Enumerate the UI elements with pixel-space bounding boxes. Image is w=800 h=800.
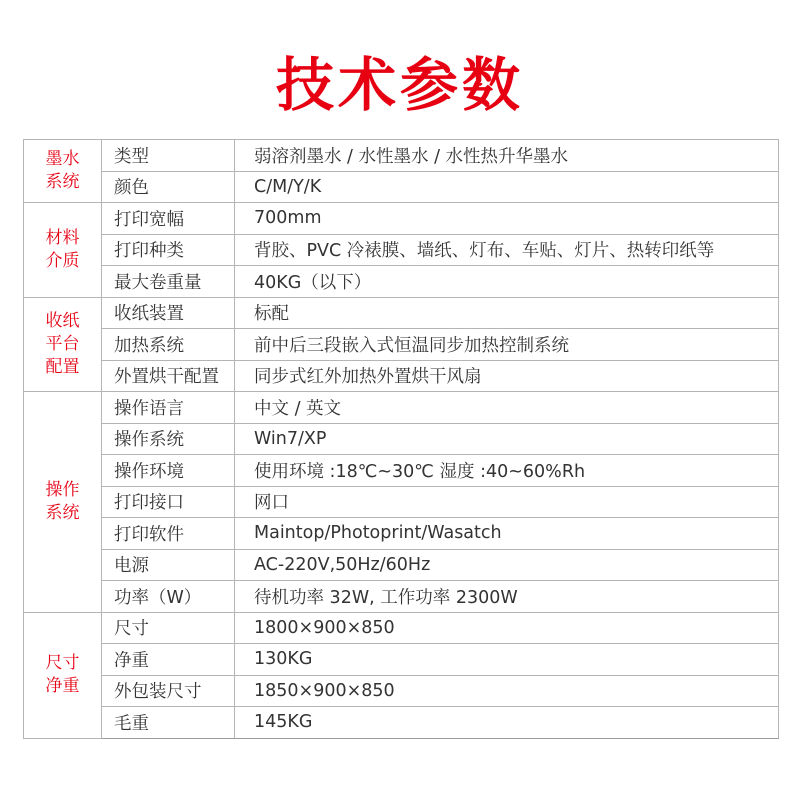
page-title: 技术参数 [275, 51, 524, 119]
table-row [24, 707, 779, 739]
category-label: 介质 [45, 250, 80, 271]
param-value: 待机功率 32W, 工作功率 2300W [235, 581, 779, 613]
table-row [24, 297, 779, 329]
param-value: 145KG [235, 707, 779, 739]
table-row [24, 140, 779, 172]
param-value: 中文 / 英文 [235, 392, 779, 424]
param-label: 毛重 [102, 707, 235, 739]
param-value: 使用环境 :18℃~30℃ 湿度 :40~60%Rh [235, 455, 779, 487]
category-cell [24, 612, 102, 738]
table-row [24, 612, 779, 644]
param-value: 40KG（以下） [235, 266, 779, 298]
table-row [24, 266, 779, 298]
param-label: 操作系统 [102, 423, 235, 455]
category-cell [24, 297, 102, 392]
param-value: Win7/XP [235, 423, 779, 455]
param-label: 颜色 [102, 171, 235, 203]
param-value: C/M/Y/K [235, 171, 779, 203]
category-label: 系统 [45, 502, 80, 523]
table-row [24, 549, 779, 581]
param-label: 净重 [102, 644, 235, 676]
category-label: 配置 [45, 356, 80, 377]
param-label: 尺寸 [102, 612, 235, 644]
table-row [24, 518, 779, 550]
param-label: 打印接口 [102, 486, 235, 518]
category-cell [24, 203, 102, 298]
param-label: 操作环境 [102, 455, 235, 487]
table-row [24, 329, 779, 361]
param-value: 前中后三段嵌入式恒温同步加热控制系统 [235, 329, 779, 361]
param-value: AC-220V,50Hz/60Hz [235, 549, 779, 581]
table-row [24, 644, 779, 676]
category-label: 净重 [45, 676, 80, 696]
param-label: 功率（W） [102, 581, 235, 613]
table-row [24, 360, 779, 392]
param-value: 网口 [235, 486, 779, 518]
param-value: 弱溶剂墨水 / 水性墨水 / 水性热升华墨水 [235, 140, 779, 172]
param-value: 1850×900×850 [235, 675, 779, 707]
table-row [24, 581, 779, 613]
param-label: 打印软件 [102, 518, 235, 550]
spec-table-body [24, 140, 779, 739]
param-label: 最大卷重量 [102, 266, 235, 298]
param-value: 背胶、PVC 冷裱膜、墙纸、灯布、车贴、灯片、热转印纸等 [235, 234, 779, 266]
category-cell [24, 392, 102, 613]
table-row [24, 423, 779, 455]
table-row [24, 171, 779, 203]
table-row [24, 675, 779, 707]
param-label: 类型 [102, 140, 235, 172]
table-row [24, 234, 779, 266]
category-label: 系统 [45, 172, 80, 192]
param-value: 标配 [235, 297, 779, 329]
category-cell [24, 140, 102, 203]
category-label: 墨水 [45, 149, 80, 169]
table-row [24, 486, 779, 518]
param-value: 1800×900×850 [235, 612, 779, 644]
spec-table [23, 139, 779, 739]
param-label: 收纸装置 [102, 297, 235, 329]
table-row [24, 455, 779, 487]
param-label: 外置烘干配置 [102, 360, 235, 392]
category-label: 平台 [45, 333, 80, 354]
param-label: 操作语言 [102, 392, 235, 424]
category-label: 收纸 [45, 310, 80, 331]
param-value: 130KG [235, 644, 779, 676]
param-label: 打印种类 [102, 234, 235, 266]
param-value: 同步式红外加热外置烘干风扇 [235, 360, 779, 392]
table-row [24, 392, 779, 424]
param-value: 700mm [235, 203, 779, 235]
param-label: 外包装尺寸 [102, 675, 235, 707]
table-row [24, 203, 779, 235]
param-label: 加热系统 [102, 329, 235, 361]
category-label: 材料 [45, 227, 80, 248]
param-value: Maintop/Photoprint/Wasatch [235, 518, 779, 550]
category-label: 操作 [45, 479, 80, 500]
category-label: 尺寸 [45, 653, 80, 673]
param-label: 电源 [102, 549, 235, 581]
param-label: 打印宽幅 [102, 203, 235, 235]
